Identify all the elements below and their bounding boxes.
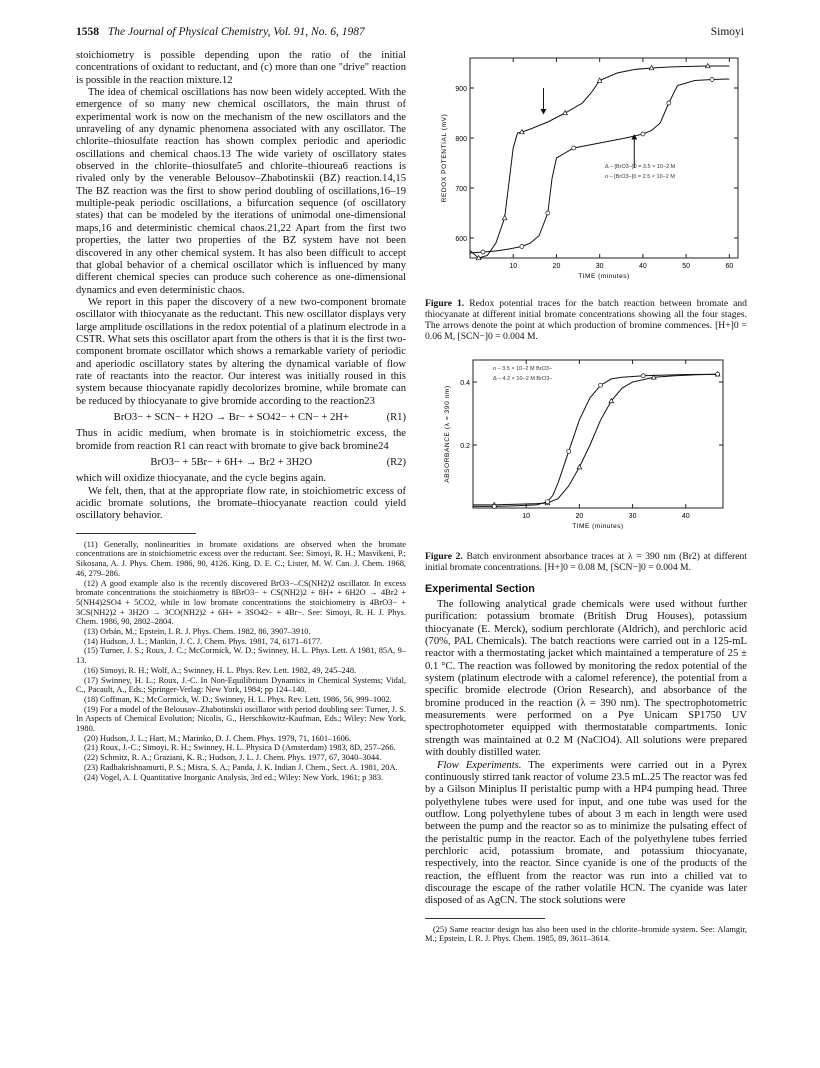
x-tick-label: 30 [628, 513, 637, 521]
subsection-title: Flow Experiments. [437, 759, 522, 771]
left-column [76, 50, 406, 782]
footnotes [76, 540, 406, 783]
paragraph: The following analytical grade chemicals were used without further purification: potassium bromate (British Drug Houses), potassium thiocyanate (E. Merck), sodium perchlorate (Aldrich), and perchloric acid (70%, PAL Chemicals). The batch reactions were carried out in a 125-mL reactor with a thermostating jacket which maintained a temperature of 25 ± 0.1 °C. The reaction was followed by monitoring the redox potential of the system (platinum electrode with a calomel reference), the potential from a specific bromide electrode (Orion Research), and absorbance of the bromine produced in the reaction (λ = 390 nm). The spectrophotometric measurements were performed on a Pye Unicam SP1750 UV spectrophotometer equipped with thermostatable compartments. Ionic strength was maintained at 0.2 M (NaClO4). All solutions were prepared with doubly distilled water. [425, 599, 747, 759]
journal-title: The Journal of Physical Chemistry, Vol. 91, No. 6, 1987 [107, 26, 365, 38]
x-tick-label: 50 [682, 263, 691, 270]
x-tick-label: 10 [509, 263, 518, 270]
circle-marker [716, 373, 720, 377]
caption-text: Batch environment absorbance traces at λ = 390 nm (Br2) at different initial bromate concentrations. [H+]0 = 0.08 M, [SCN−]0 = 0.004 M. [425, 550, 747, 573]
paragraph: We felt, then, that at the appropriate flow rate, in stoichiometric excess of acidic bromate solutions, the bromate–thiocyanate reaction could yield oscillatory behavior. [76, 485, 406, 522]
y-tick-label: 700 [455, 186, 467, 193]
series-line [470, 66, 729, 258]
equation-label: (R2) [386, 457, 406, 468]
plot-frame [473, 360, 723, 508]
footnotes [425, 925, 747, 944]
page-header [76, 26, 744, 42]
paragraph: The idea of chemical oscillations has now been widely accepted. With the emergence of so many new chemical oscillators, the main thrust of experimental work is now on the mechanism of the new oscillators and the unraveling of any dynamic phenomena associated with any oscillator. The chlorite–thiosulfate reaction has shown complex periodic and aperiodic oscillations and chemical chaos.13 The wide variety of oscillatory states observed in the chlorite–thiosulfate5 and chlorite–thiourea6 reactions is rivaled only by the venerable Belousov–Zhabotinskii (BZ) reaction.14,15 The BZ reaction was the first to show period doubling of oscillations,16–19 multiple-peak periodic oscillations, a bifurcation sequence (of oscillatory states) that can be modeled by the iterations of unimodal one-dimensional maps,16 and deterministic chemical chaos.21,22 Apart from the first two properties, the latter two properties of the BZ system have not been discovered in any other chemical system. It has also been difficult to accept that global behavior of a chemical oscillator which is influenced by many different chemical species can produce such coherence as one-dimensional dynamics and even deterministic chaos. [76, 87, 406, 296]
triangle-marker [502, 216, 507, 220]
equation-text: BrO3− + SCN− + H2O → Br− + SO42− + CN− + 2H+ [113, 411, 349, 423]
footnote: (24) Vogel, A. I. Quantitative Inorganic Analysis, 3rd ed.; Wiley: New York, 1961; p 383. [84, 772, 384, 782]
series-line [473, 375, 718, 507]
y-tick-label: 600 [455, 236, 467, 243]
caption-text: Redox potential traces for the batch reaction between bromate and thiocyanate at different initial bromate concentrations showing all the four stages. The arrows denote the point at which production of bromine commences. [H+]0 = 0.06 M, [SCN−]0 = 0.004 M. [425, 298, 747, 343]
y-axis-label: REDOX POTENTIAL (mV) [441, 113, 448, 203]
legend-entry: Δ – [BrO3−]0 = 3.5 × 10−2 M [605, 164, 676, 170]
circle-marker [567, 450, 571, 454]
figure-1-caption [425, 298, 747, 342]
right-column [425, 50, 747, 944]
paragraph: which will oxidize thiocyanate, and the cycle begins again. [76, 473, 327, 485]
x-tick-label: 20 [552, 263, 561, 270]
circle-marker [572, 146, 576, 150]
footnote-divider [76, 533, 196, 534]
legend-entry: o – [BrO3−]0 = 2.5 × 10−2 M [605, 174, 676, 180]
y-tick-label: 0.2 [460, 443, 470, 451]
footnote: (22) Schmitz, R. A.; Graziani, K. R.; Hudson, J. L. J. Chem. Phys. 1977, 67, 3040–3044. [84, 753, 382, 763]
circle-marker [546, 211, 550, 215]
footnote: (14) Hudson, J. L.; Mankin, J. C. J. Chem. Phys. 1981, 74, 6171–6177. [84, 636, 323, 646]
circle-marker [481, 250, 485, 254]
x-axis-label: TIME (minutes) [578, 273, 630, 280]
series-line [470, 79, 729, 253]
absorbance-chart [425, 352, 747, 542]
x-tick-label: 60 [725, 263, 734, 270]
figure-label: Figure 1. [425, 298, 465, 310]
legend-entry: o – 3.5 × 10−2 M BrO3− [493, 366, 553, 373]
plot-frame [470, 58, 738, 258]
circle-marker [710, 78, 714, 82]
equation-r2 [76, 457, 406, 469]
footnote: (25) Same reactor design has also been used in the chlorite–bromide system. See: Alamgir, M.; Epstein, I. R. J. Phys. Chem. 1985, 89, 3611–3614. [425, 924, 747, 944]
triangle-marker [577, 465, 582, 469]
redox-potential-chart [425, 50, 747, 290]
figure-2 [425, 352, 747, 546]
triangle-marker [563, 111, 568, 115]
y-axis-label: ABSORBANCE (λ = 390 nm) [444, 385, 451, 484]
footnote: (13) Orbán, M.; Epstein, I. R. J. Phys. Chem. 1982, 86, 3907–3910. [84, 627, 311, 637]
figure-label: Figure 2. [425, 550, 463, 562]
equation-r1 [76, 412, 406, 424]
page-number: 1558 [76, 26, 99, 38]
x-tick-label: 30 [595, 263, 604, 270]
x-tick-label: 20 [575, 513, 584, 521]
footnote: (23) Radhakrishnamurti, P. S.; Misra, S. A.; Panda, J. K. Indian J. Chem., Sect. A. 1981, 20A. [84, 762, 398, 772]
y-tick-label: 0.4 [460, 380, 470, 388]
series-line [473, 375, 718, 506]
running-author: Simoyi [710, 26, 744, 38]
paragraph: stoichiometry is possible depending upon the ratio of the initial concentrations of oxidant to reductant, and (c) more than one "drive" reaction is possible in the reaction mixture.12 [76, 50, 406, 86]
x-tick-label: 40 [681, 513, 690, 521]
paragraph: We report in this paper the discovery of a new two-component bromate oscillator with thiocyanate as the reductant. This new oscillator displays very large amplitude oscillations in the redox potential of a platinum electrode in a CSTR. What sets this oscillator apart from the others is that it is the first two-component bromate oscillator which shows a remarkable variety of periodic and aperiodic oscillatory states by altering the dynamical variable of flow rate of reactants into the reactor. Our interest was initially roused in this system because thiocyanate rapidly decolorizes bromine, while bromate can be reduced by thiocyanate to give bromide according to the reaction23 [76, 296, 406, 407]
footnote: (17) Swinney, H. L.; Roux, J.-C. In Non-Equilibrium Dynamics in Chemical Systems; Vidal, C., Pacault, A., Eds.; Springer-Verlag: New York, 1984; pp 124–140. [76, 675, 406, 695]
footnote-divider [425, 918, 545, 919]
equation-text: BrO3− + 5Br− + 6H+ → Br2 + 3H2O [150, 457, 313, 468]
footnote: (12) A good example also is the recently discovered BrO3−–CS(NH2)2 oscillator. In excess bromate concentrations the stoichiometry is 8BrO3− + CS(NH2)2 + 8H+ + 6H2O → 4Br2 + 5(NH4)2SO4 + 5CO2, while in low bromate concentrations the stoichiometry is 4BrO3− + 3CS(NH2)2 + 3H2O → 3CO(NH2)2 + 6H+ + 3SO42− + 4Br−. See: Simoyi, R. H. J. Phys. Chem. 1986, 90, 2802–2804. [76, 578, 406, 627]
x-tick-label: 40 [639, 263, 647, 270]
y-tick-label: 800 [455, 136, 467, 143]
circle-marker [641, 374, 645, 378]
paragraph [425, 760, 747, 908]
footnote: (16) Simoyi, R. H.; Wolf, A.; Swinney, H. L. Phys. Rev. Lett. 1982, 49, 245–248. [84, 665, 357, 675]
x-axis-label: TIME (minutes) [572, 523, 624, 531]
x-tick-label: 10 [522, 513, 531, 521]
figure-1 [425, 50, 747, 294]
circle-marker [641, 132, 645, 136]
figure-2-caption [425, 551, 747, 573]
circle-marker [520, 245, 524, 249]
footnote: (18) Coffman, K.; McCormick, W. D.; Swinney, H. L. Phys. Rev. Lett. 1986, 56, 999–1002. [84, 694, 392, 704]
y-tick-label: 900 [455, 86, 467, 93]
circle-marker [667, 101, 671, 105]
section-heading: Experimental Section [425, 582, 535, 595]
footnote: (21) Roux, J.-C.; Simoyi, R. H.; Swinney, H. L. Physica D (Amsterdam) 1983, 8D, 257–266. [84, 743, 396, 753]
footnote: (19) For a model of the Belousov–Zhabotinskii oscillator with period doubling see: Turner, J. S. In Aspects of Chemical Evolution; Nicolis, G., Herschkowitz-Kaufman, Eds.; Wiley: New York, 1980. [76, 704, 406, 734]
paragraph: Thus in acidic medium, when bromate is in stoichiometric excess, the bromide from reaction R1 can react with bromate to give back bromine24 [76, 428, 406, 452]
footnote: (20) Hudson, J. L.; Hart, M.; Marinko, D. J. Chem. Phys. 1979, 71, 1601–1606. [84, 733, 352, 743]
circle-marker [545, 500, 549, 504]
footnote: (11) Generally, nonlinearities in bromate oxidations are observed when the bromate concentrations are in stoichiometric excess over the reductant. See: Simoyi, R. H.; Masvikeni, P.; Sikosana, A. J. Phys. Chem. 1986, 90, 4126. King, D. E. C.; Lister, M. W. Can. J. Chem. 1968, 46, 279–286. [76, 539, 406, 578]
equation-label: (R1) [386, 411, 406, 423]
arrow-down-head-icon [540, 109, 546, 115]
circle-marker [599, 384, 603, 388]
legend-entry: Δ – 4.2 × 10−2 M BrO3− [493, 376, 553, 383]
paragraph-text: The experiments were carried out in a Pyrex continuously stirred tank reactor of volume 23.5 mL.25 The reactor was fed by a Gilson Miniplus II peristaltic pump with a HP4 pumping head. Three polyethylene tubes were used for input, and one tube was used for the outflow. Long polyethylene tubes of about 3 m each in length were used between the pump and the reactor so as to minimize the pulsating effect of the peristaltic pump in the reactor. Each of the polyethylene tubes ferried perchloric acid, potassium bromate, and potassium thiocyanate, respectively, into the reactor. Since cyanide is one of the products of the reaction, the effluent from the reactor was run into a chilled vat to discourage the escape of the rather volatile HCN. The cyanide was later disposed of as AgCN. The stock solutions were [425, 759, 747, 907]
circle-marker [492, 505, 496, 509]
footnote: (15) Turner, J. S.; Roux, J. C.; McCormick, W. D.; Swinney, H. L. Phys. Lett. A 1981, 85A, 9–13. [76, 646, 406, 666]
